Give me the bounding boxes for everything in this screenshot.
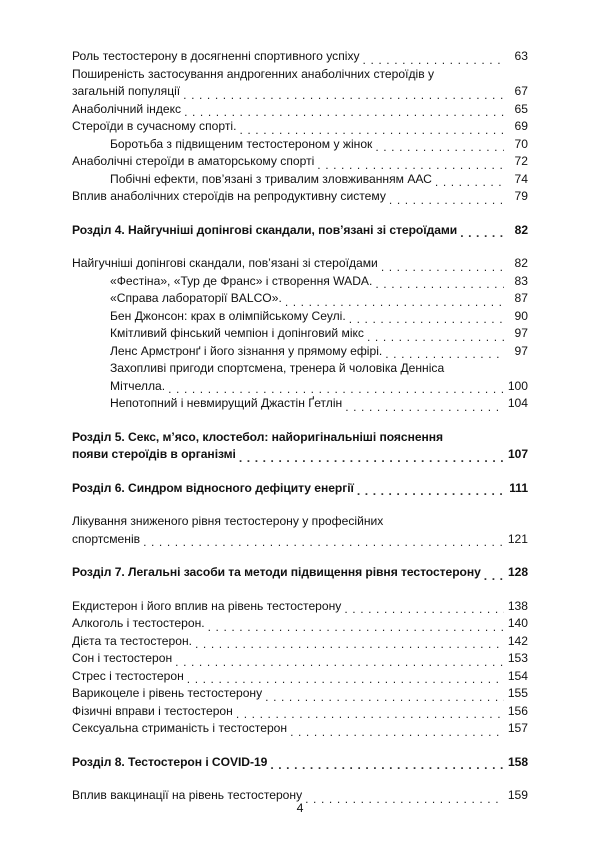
dot-leader [389,194,504,206]
toc-page-number: 79 [514,189,528,203]
dot-leader [381,261,504,273]
toc-entry[interactable] [72,66,528,101]
toc-entry-title: появи стероїдів в організмі [72,447,236,461]
dot-leader [239,452,504,464]
toc-page-number: 121 [507,531,528,546]
toc-entry[interactable] [72,685,528,703]
toc-entry-title-line1: Поширеність застосування андрогенних анаболічних стероїдів у [72,66,435,81]
toc-entry[interactable] [72,615,528,633]
dot-leader [208,621,504,633]
toc-page-number: 82 [514,256,528,270]
toc-entry[interactable] [72,360,528,395]
toc-entry-title: Вплив вакцинації на рівень тестостерону [72,788,303,802]
toc-entry[interactable] [72,255,528,273]
section-spacer [72,464,528,480]
dot-leader [265,691,504,703]
toc-page-number: 154 [507,668,528,683]
toc-entry[interactable] [72,290,528,308]
toc-page-number: 67 [514,84,528,98]
toc-chapter-entry[interactable] [72,222,528,240]
toc-entry-title: Розділ 6. Синдром відносного дефіциту енергії [72,480,354,495]
dot-leader [385,348,504,360]
toc-entry[interactable] [72,668,528,686]
toc-page-number: 70 [514,136,528,151]
toc-page-number: 87 [514,291,528,305]
toc-page-number: 82 [514,222,528,237]
toc-entry-title-line1: Лікування зниженого рівня тестостерону у професійних [72,514,384,528]
toc-page-number: 74 [514,171,528,186]
toc-entry-title-line2-row [110,378,528,396]
dot-leader [460,227,504,239]
toc-page-number: 72 [514,154,528,168]
toc-entry-title-line2-row [72,83,528,101]
table-of-contents [72,48,528,805]
toc-entry[interactable] [72,118,528,136]
toc-entry[interactable] [72,48,528,66]
toc-entry[interactable] [72,171,528,189]
toc-entry-title: Анаболічний індекс [72,101,182,116]
section-spacer [72,548,528,564]
dot-leader [435,176,504,188]
toc-entry-title: Боротьба з підвищеним тестостероном у жінок [110,136,373,151]
toc-page-number: 153 [507,651,528,665]
toc-page-number: 69 [514,119,528,133]
dot-leader [344,603,504,615]
toc-entry-title-line1: Захопливі пригоди спортсмена, тренера й чоловіка Денніса [110,361,445,375]
toc-entry[interactable] [72,101,528,119]
toc-page-number: 107 [507,447,528,461]
dot-leader [285,296,504,308]
toc-page-number: 65 [514,101,528,116]
dot-leader [168,383,504,395]
toc-entry[interactable] [72,273,528,291]
toc-entry-title: Непотопний і невмирущий Джастін Ґетлін [110,396,343,410]
page-folio: 4 [296,801,304,815]
section-spacer [72,497,528,513]
toc-entry[interactable] [72,598,528,616]
toc-page-number: 111 [509,480,528,495]
dot-leader [187,673,504,685]
dot-leader [236,708,504,720]
toc-page-number: 97 [514,326,528,340]
section-spacer [72,239,528,255]
toc-page-number: 104 [507,396,528,410]
toc-chapter-entry[interactable] [72,480,528,498]
dot-leader [317,159,504,171]
toc-entry-title: Стероїди в сучасному спорті. [72,119,237,133]
toc-entry[interactable] [72,188,528,206]
toc-entry-title: Найгучніші допінгові скандали, пов’язані зі стероїдами [72,256,378,270]
dot-leader [367,331,504,343]
toc-entry-title: «Справа лабораторії BALCO». [110,291,282,305]
toc-entry[interactable] [72,395,528,413]
section-spacer [72,771,528,787]
section-spacer [72,738,528,754]
section-spacer [72,206,528,222]
toc-entry-title: загальній популяції [72,84,181,98]
toc-page-number: 63 [514,49,528,63]
toc-page-number: 100 [507,378,528,393]
toc-entry-title: Екдистерон і його вплив на рівень тестостерону [72,598,342,613]
dot-leader [270,759,504,771]
dot-leader [175,656,504,668]
dot-leader [183,89,504,101]
toc-entry-title: Варикоцеле і рівень тестостерону [72,686,263,700]
toc-entry-title: Роль тестостерону в досягненні спортивного успіху [72,49,360,63]
toc-entry[interactable] [72,153,528,171]
dot-leader [195,638,504,650]
toc-entry[interactable] [72,136,528,154]
toc-page-number: 159 [507,788,528,802]
toc-entry-title: Вплив анаболічних стероїдів на репродуктивну систему [72,189,386,203]
toc-entry-title-line2-row [72,531,528,549]
toc-page-number: 157 [507,721,528,735]
dot-leader [484,570,504,582]
section-spacer [72,582,528,598]
toc-entry-title: Розділ 4. Найгучніші допінгові скандали, пов’язані зі стероїдами [72,222,458,237]
dot-leader [143,536,504,548]
toc-page-number: 158 [507,754,528,769]
toc-entry[interactable] [72,703,528,721]
toc-entry-title: Дієта та тестостерон. [72,633,192,648]
toc-entry-title: Побічні ефекти, пов’язані з тривалим зловживанням ААС [110,171,432,186]
toc-entry[interactable] [72,308,528,326]
toc-entry-title: «Фестіна», «Тур де Франс» і створення WADA. [110,273,373,288]
dot-leader [375,141,504,153]
toc-page-number: 155 [507,686,528,700]
toc-entry-title: Сон і тестостерон [72,651,173,665]
toc-entry[interactable] [72,343,528,361]
dot-leader [349,313,504,325]
toc-entry[interactable] [72,720,528,738]
dot-leader [375,278,504,290]
toc-entry-title: Анаболічні стероїди в аматорському спорті [72,154,315,168]
toc-page-number: 90 [514,308,528,323]
toc-entry-title: Ленс Армстронґ і його зізнання у прямому ефірі. [110,343,383,358]
toc-entry-title: Мітчелла. [110,378,166,393]
toc-page-number: 138 [507,598,528,613]
toc-entry-title: спортсменів [72,531,141,546]
toc-page-number: 142 [507,633,528,648]
section-spacer [72,413,528,429]
dot-leader [357,485,504,497]
dot-leader [239,124,504,136]
toc-entry-title: Стрес і тестостерон [72,668,184,683]
toc-entry[interactable] [72,325,528,343]
toc-entry-title: Розділ 8. Тестостерон і COVID-19 [72,754,268,769]
toc-entry-title: Сексуальна стриманість і тестостерон [72,721,288,735]
toc-chapter-entry[interactable] [72,754,528,772]
toc-entry[interactable] [72,650,528,668]
toc-entry-title-line2-row [72,446,528,464]
toc-page-number: 140 [507,616,528,630]
toc-page-number: 128 [507,565,528,579]
toc-entry-title: Фізичні вправи і тестостерон [72,703,233,718]
toc-chapter-entry[interactable] [72,564,528,582]
toc-entry[interactable] [72,633,528,651]
toc-chapter-entry[interactable] [72,429,528,464]
dot-leader [184,106,504,118]
toc-entry[interactable] [72,513,528,548]
dot-leader [363,54,504,66]
toc-page-number: 83 [514,273,528,288]
toc-entry-title-line1: Розділ 5. Секс, м’ясо, клостебол: найоригінальніші пояснення [72,429,444,444]
dot-leader [345,401,504,413]
toc-entry-title: Розділ 7. Легальні засоби та методи підвищення рівня тестостерону [72,565,481,579]
toc-page-number: 97 [514,343,528,358]
toc-entry-title: Бен Джонсон: крах в олімпійському Сеулі. [110,308,346,323]
dot-leader [290,726,504,738]
toc-entry-title: Кмітливий фінський чемпіон і допінговий мікс [110,326,364,340]
toc-page-number: 156 [507,703,528,718]
toc-entry-title: Алкоголь і тестостерон. [72,616,205,630]
